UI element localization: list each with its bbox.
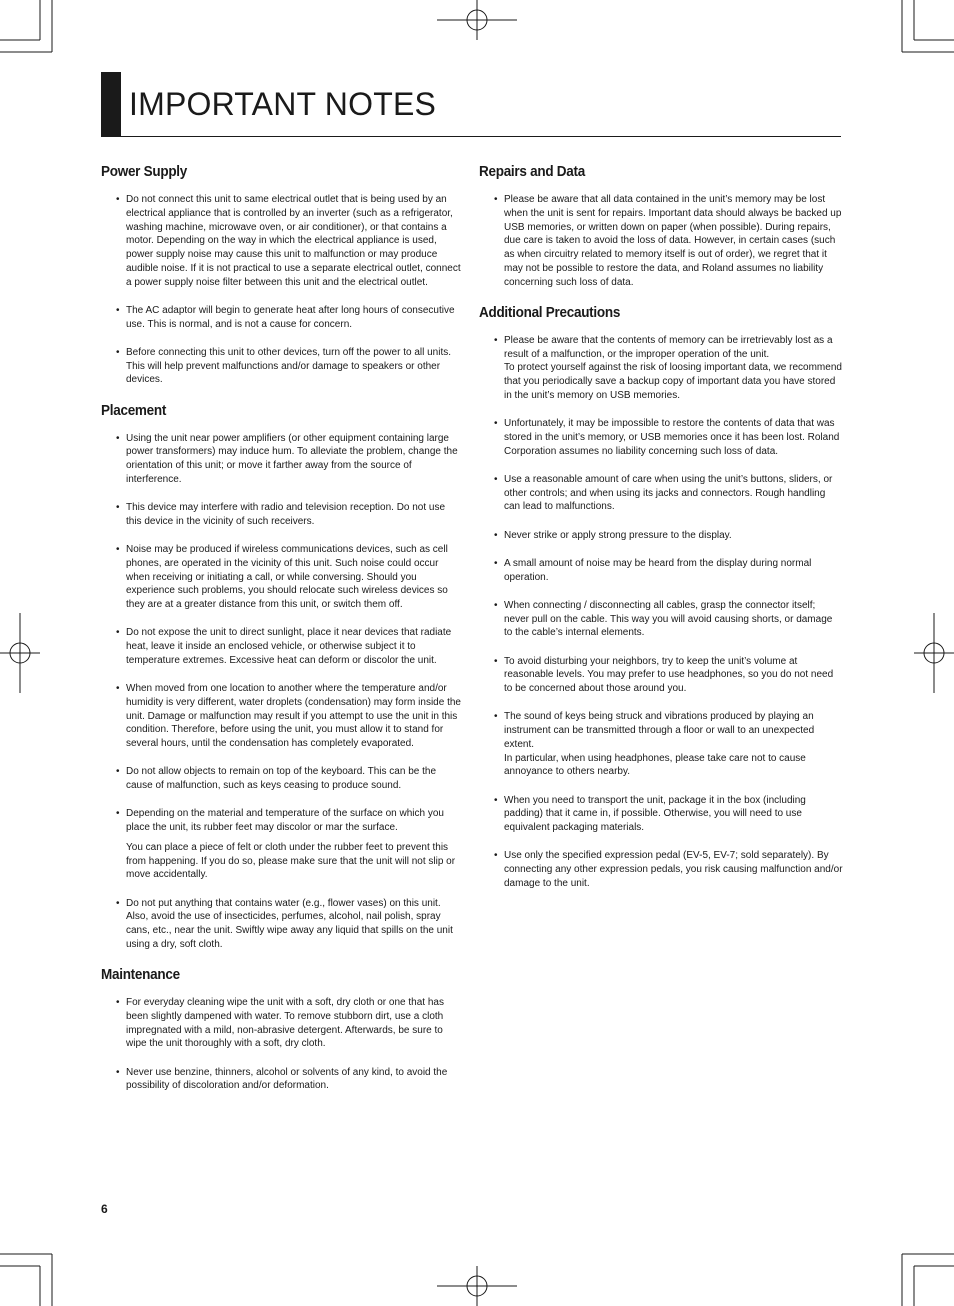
bullet-marker: • [116, 683, 120, 694]
bullet-text-main: The AC adaptor will begin to generate heat after long hours of consecutive use. This is normal, and is not a cause for concern. [126, 304, 455, 330]
bullet-item [101, 432, 463, 487]
bullet-item [479, 557, 843, 585]
bullet-text-main: Noise may be produced if wireless communications devices, such as cell phones, are operated in the vicinity of this unit. Such noise could occur when receiving or initiating a call, or while conversing. Should you experience such problems, you should relocate such wireless devices so they are at a greater distance from this unit, or switch them off. [126, 544, 448, 610]
bullet-item [479, 473, 843, 514]
bullet-marker: • [494, 473, 498, 485]
page-number: 6 [101, 1202, 108, 1216]
bullet-text [504, 473, 843, 514]
section-power-supply [101, 163, 463, 387]
bullet-marker: • [116, 808, 120, 820]
bullet-item [479, 710, 843, 779]
bullet-text-main: When moved from one location to another where the temperature and/or humidity is very different, water droplets (condensation) may form inside the unit. Damage or malfunction may result if you attempt to use the unit in this condition. Therefore, before using the unit, you must allow it to stand for several hours, until the condensation has completely evaporated. [126, 683, 461, 749]
right-column [479, 163, 843, 905]
bullet-text [126, 543, 463, 612]
bullet-item [479, 193, 843, 289]
bullet-text-main: Before connecting this unit to other devices, turn off the power to all units. This will help prevent malfunctions and/or damage to speakers or other devices. [126, 346, 452, 386]
bullet-item [101, 897, 463, 952]
bullet-text-main: The sound of keys being struck and vibrations produced by playing an instrument can be transmitted through a floor or wall to an unexpected extent. [504, 711, 815, 750]
page-header [101, 72, 841, 137]
bullet-text [126, 626, 463, 667]
bullet-text [504, 599, 843, 640]
bullet-text [504, 417, 843, 458]
section-heading: Power Supply [101, 163, 188, 180]
bullet-item [479, 417, 843, 458]
bullet-text [126, 501, 463, 529]
bullet-text [504, 794, 843, 835]
bullet-marker: • [494, 529, 498, 541]
bullet-text [126, 346, 463, 387]
bullet-text-main: Please be aware that all data contained in the unit’s memory may be lost when the unit is sent for repairs. Important data should always be backed up USB memories, or written down on paper (when possible). During repairs, due care is taken to avoid the loss of data. However, in certain cases (such as when circuitry related to memory itself is out of order), we regret that it may not be possible to restore the data, and Roland assumes no liability concerning such loss of data. [504, 194, 842, 288]
bullet-text [126, 304, 463, 332]
bullet-text-main: Use a reasonable amount of care when using the unit’s buttons, sliders, or other controls; and when using its jacks and connectors. Rough handling can lead to malfunctions. [504, 473, 833, 513]
bullet-text-main: For everyday cleaning wipe the unit with a soft, dry cloth or one that has been slightly dampened with water. To remove stubborn dirt, use a cloth impregnated with a mild, non-abrasive detergent. Afterwards, be sure to wipe the unit thoroughly with a soft, dry cloth. [126, 997, 444, 1050]
bullet-marker: • [494, 850, 498, 862]
bullet-text-main: Please be aware that the contents of memory can be irretrievably lost as a result of a malfunction, or the improper operation of the unit. [504, 334, 833, 360]
section-heading: Additional Precautions [479, 303, 621, 321]
bullet-marker: • [494, 794, 498, 806]
bullet-text [126, 193, 463, 289]
bullet-text [504, 334, 843, 403]
bullet-marker: • [116, 897, 120, 909]
bullet-marker: • [116, 346, 120, 358]
bullet-marker: • [116, 766, 120, 778]
bullet-item [101, 626, 463, 667]
bullet-text [504, 655, 843, 696]
bullet-text [504, 193, 843, 289]
bullet-item [479, 655, 843, 696]
bullet-text-main: Unfortunately, it may be impossible to restore the contents of data that was stored in the unit’s memory, or USB memories once it has been lost. Roland Corporation assumes no liability concerning such loss of data. [504, 418, 840, 457]
bullet-item [101, 543, 463, 612]
bullet-text [504, 557, 843, 585]
bullet-item [479, 529, 843, 543]
bullet-text [126, 807, 463, 835]
bullet-item [479, 794, 843, 835]
bullet-marker: • [116, 432, 120, 444]
bullet-marker: • [116, 544, 120, 555]
bullet-marker: • [494, 418, 498, 429]
bullet-text [126, 1066, 463, 1094]
bullet-text-main: Do not put anything that contains water (e.g., flower vases) on this unit. Also, avoid the use of insecticides, perfumes, alcohol, nail polish, spray cans, etc., near the unit. Swiftly wipe away any liquid that spills on the unit using a dry, soft cloth. [126, 897, 453, 950]
bullet-text [126, 996, 463, 1051]
section-heading: Repairs and Data [479, 163, 585, 180]
bullet-item [101, 807, 463, 882]
bullet-text-main: Use only the specified expression pedal (EV-5, EV-7; sold separately). By connecting any other expression pedals, you risk causing malfunction and/or damage to the unit. [504, 850, 843, 889]
section-additional-precautions [479, 304, 843, 891]
bullet-marker: • [494, 711, 498, 723]
bullet-item [101, 501, 463, 529]
section-heading: Maintenance [101, 966, 180, 983]
bullet-marker: • [116, 304, 120, 316]
bullet-item [101, 193, 463, 289]
bullet-marker: • [494, 334, 498, 346]
bullet-item [479, 599, 843, 640]
section-maintenance [101, 966, 463, 1093]
bullet-text-main: This device may interfere with radio and television reception. Do not use this device in the vicinity of such receivers. [126, 502, 446, 527]
bullet-marker: • [494, 599, 498, 611]
bullet-text-paragraph: You can place a piece of felt or cloth under the rubber feet to prevent this from happening. If you do so, please make sure that the unit will not slip or move accidentally. [126, 841, 456, 881]
bullet-marker: • [494, 557, 498, 569]
bullet-text [126, 897, 463, 952]
bullet-text-main: When you need to transport the unit, package it in the box (including padding) that it came in, if possible. Otherwise, you will need to use equivalent packaging materials. [504, 794, 806, 833]
bullet-item [479, 334, 843, 403]
section-repairs-and-data [479, 163, 843, 289]
bullet-text [504, 529, 843, 543]
bullet-text [126, 682, 463, 751]
bullet-item [101, 1066, 463, 1094]
bullet-marker: • [116, 194, 120, 205]
title-accent-bar [101, 72, 121, 136]
bullet-marker: • [116, 502, 120, 513]
section-heading: Placement [101, 401, 167, 419]
bullet-item [101, 304, 463, 332]
bullet-text-continued: To protect yourself against the risk of loosing important data, we recommend that you periodically save a backup copy of important data you have stored in the unit’s memory on USB memories. [504, 362, 842, 401]
bullet-marker: • [494, 194, 498, 205]
bullet-text-main: Never strike or apply strong pressure to the display. [504, 529, 732, 541]
bullet-marker: • [116, 627, 120, 639]
bullet-item [479, 849, 843, 890]
page-title: IMPORTANT NOTES [129, 86, 437, 122]
bullet-text-main: A small amount of noise may be heard from the display during normal operation. [504, 557, 812, 583]
bullet-item [101, 765, 463, 793]
bullet-marker: • [116, 1066, 120, 1078]
bullet-marker: • [494, 655, 498, 667]
bullet-text-main: Do not allow objects to remain on top of the keyboard. This can be the cause of malfunction, such as keys ceasing to produce sound. [126, 766, 436, 791]
bullet-text-main: Never use benzine, thinners, alcohol or solvents of any kind, to avoid the possibility of discoloration and/or deformation. [126, 1066, 448, 1092]
bullet-text-main: When connecting / disconnecting all cables, grasp the connector itself; never pull on the cable. This way you will avoid causing shorts, or damage to the cable’s internal elements. [504, 599, 833, 639]
bullet-text-continued: In particular, when using headphones, please take care not to cause annoyance to others nearby. [504, 752, 806, 778]
bullet-text-main: Do not expose the unit to direct sunlight, place it near devices that radiate heat, leave it inside an enclosed vehicle, or otherwise subject it to temperature extremes. Excessive heat can deform or discolor the unit. [126, 627, 452, 666]
bullet-text [504, 849, 843, 890]
bullet-marker: • [116, 997, 120, 1008]
section-placement [101, 402, 463, 952]
bullet-item [101, 346, 463, 387]
bullet-item [101, 682, 463, 751]
bullet-text-main: Using the unit near power amplifiers (or other equipment containing large power transformers) may induce hum. To alleviate the problem, change the orientation of this unit; or move it farther away from the source of interference. [126, 432, 458, 485]
bullet-item [101, 996, 463, 1051]
bullet-text [504, 710, 843, 779]
bullet-text [126, 765, 463, 793]
bullet-text-main: Depending on the material and temperature of the surface on which you place the unit, its rubber feet may discolor or mar the surface. [126, 808, 444, 833]
bullet-text-main: To avoid disturbing your neighbors, try to keep the unit’s volume at reasonable levels. You may prefer to use headphones, so you do not need to be concerned about those around you. [504, 655, 834, 694]
bullet-text-main: Do not connect this unit to same electrical outlet that is being used by an electrical appliance that is controlled by an inverter (such as a refrigerator, washing machine, microwave oven, or air conditioner), or that contains a motor. Depending on the way in which the electrical appliance is used, power supply noise may cause this unit to malfunction or may produce audible noise. If it is not practical to use a separate electrical outlet, connect a power supply noise filter between this unit and the electrical outlet. [126, 194, 461, 288]
bullet-text [126, 432, 463, 487]
left-column [101, 163, 463, 1108]
